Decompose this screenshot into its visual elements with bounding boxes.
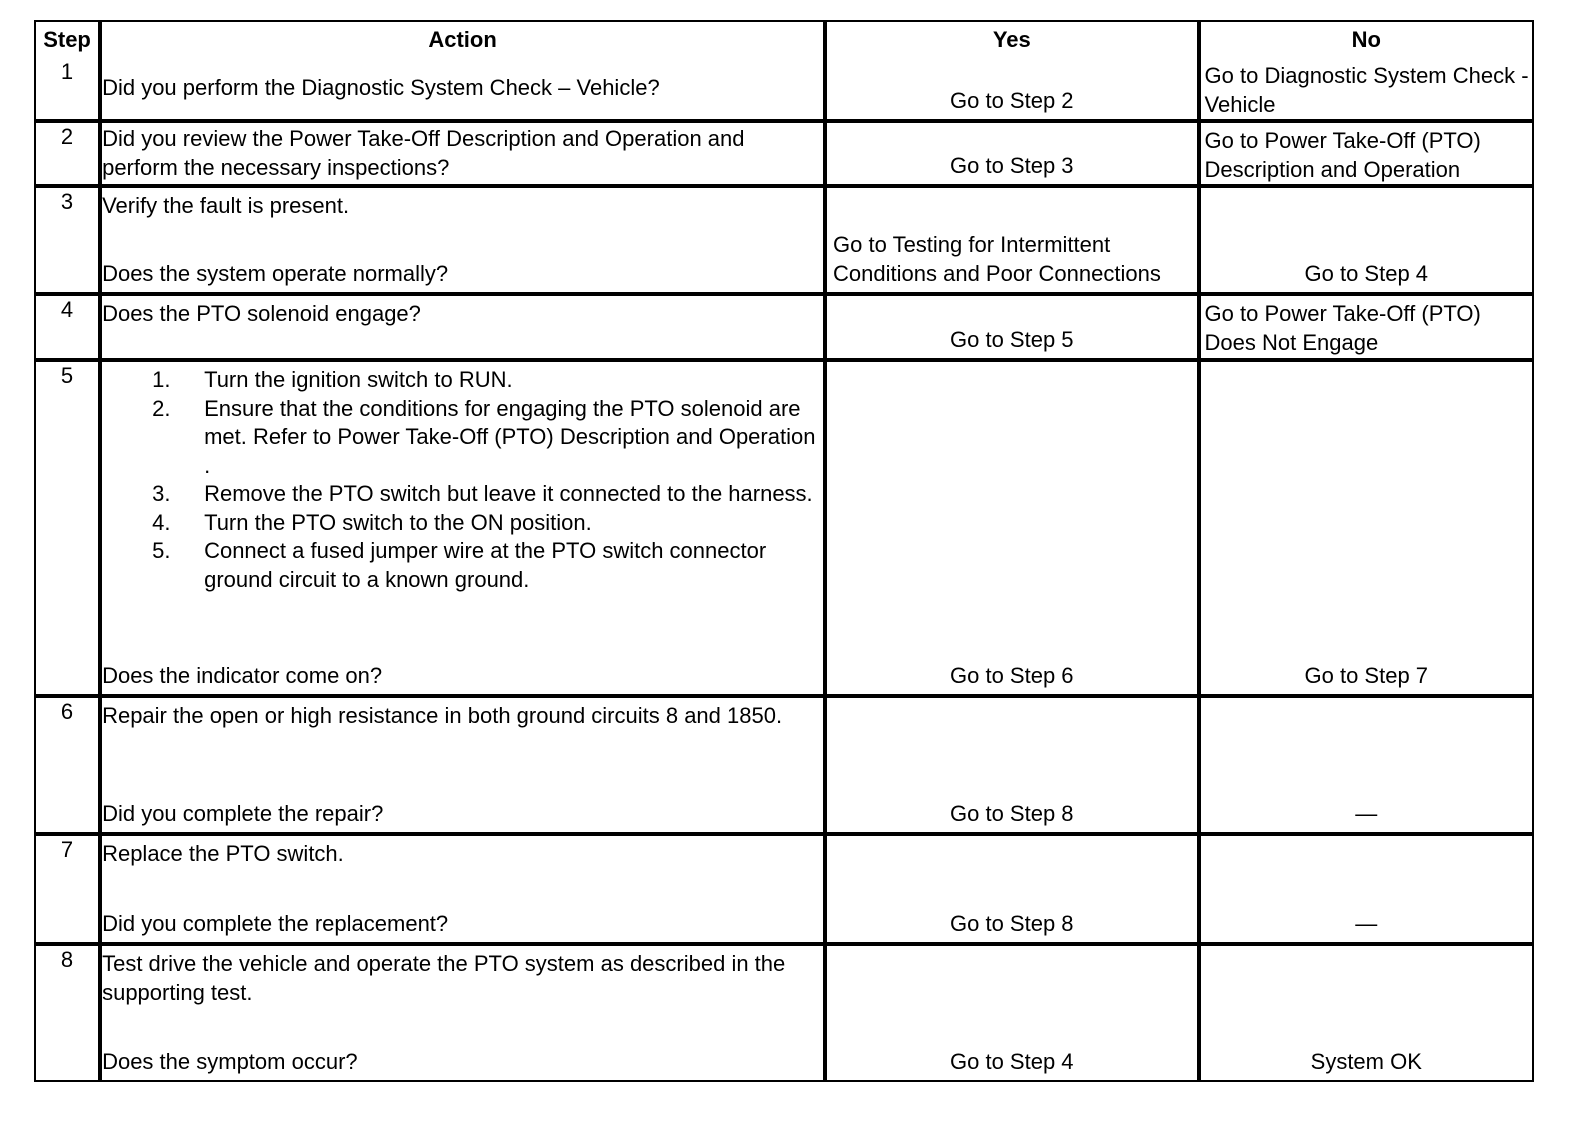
header-action: Action [102,22,827,58]
procedure-list [102,366,823,594]
yes-text: Go to Testing for Intermittent Conditions and Poor Connections [833,232,1161,286]
list-item: Turn the PTO switch to the ON position. [204,509,592,535]
list-item: Turn the ignition switch to RUN. [204,367,513,392]
action-question: Does the indicator come on? [102,662,383,688]
action-text: Did you perform the Diagnostic System Check – Vehicle? [102,75,660,101]
action-cell [102,362,827,698]
no-cell [1201,946,1532,1080]
yes-text: Go to Step 4 [950,1048,1074,1074]
yes-cell [827,946,1200,1080]
action-text: Repair the open or high resistance in both ground circuits 8 and 1850. [102,703,783,728]
action-cell [102,188,827,296]
yes-cell [827,362,1200,698]
yes-text: Go to Step 6 [950,662,1074,688]
table-row [36,123,1532,188]
table-row [36,698,1532,836]
no-text: Go to Step 7 [1304,662,1429,688]
no-text: — [1355,910,1378,936]
step-number: 7 [36,836,102,946]
step-number: 6 [36,698,102,836]
header-no: No [1351,26,1381,52]
table-row [36,362,1532,698]
action-question: Did you complete the repair? [102,800,384,826]
yes-cell [827,123,1200,188]
action-text: Does the PTO solenoid engage? [102,301,421,326]
header-step: Step [36,22,102,58]
list-item: Remove the PTO switch but leave it connected to the harness. [204,481,813,506]
step-number: 5 [36,362,102,698]
no-text: Go to Diagnostic System Check - Vehicle [1204,63,1529,117]
action-text: Did you review the Power Take-Off Description and Operation and perform the necessary inspections? [102,126,745,180]
list-item: Ensure that the conditions for engaging the PTO solenoid are met. Refer to Power Take-Off (PTO) Description and Operation . [204,395,816,478]
action-question: Does the symptom occur? [102,1048,358,1074]
action-cell [102,698,827,836]
yes-cell [827,58,1200,123]
table-row [36,946,1532,1080]
header-row [36,22,1532,58]
table-row [36,296,1532,362]
step-number: 4 [36,296,102,362]
list-item: Connect a fused jumper wire at the PTO switch connector ground circuit to a known ground. [204,538,767,592]
step-number: 2 [36,123,102,188]
step-number: 3 [36,188,102,296]
no-cell [1201,836,1532,946]
yes-text: Go to Step 8 [950,910,1074,936]
yes-text: Go to Step 3 [950,152,1074,178]
table-row [36,58,1532,123]
action-text: Test drive the vehicle and operate the PTO system as described in the supporting test. [102,951,786,1005]
diagnostic-table [34,20,1534,1082]
table-row [36,836,1532,946]
yes-cell [827,296,1200,362]
no-text: — [1355,800,1378,826]
no-text: Go to Power Take-Off (PTO) Does Not Engage [1204,301,1481,355]
no-cell [1201,698,1532,836]
step-number: 8 [36,946,102,1080]
action-cell [102,123,827,188]
yes-text: Go to Step 5 [950,326,1074,352]
no-cell [1201,188,1532,296]
yes-text: Go to Step 2 [950,87,1074,113]
no-cell [1201,58,1532,123]
yes-cell [827,836,1200,946]
no-text: Go to Power Take-Off (PTO) Description and Operation [1204,128,1481,182]
yes-text: Go to Step 8 [950,800,1074,826]
action-text: Verify the fault is present. [102,193,350,218]
action-question: Does the system operate normally? [102,260,449,286]
action-cell [102,58,827,123]
action-text: Replace the PTO switch. [102,841,344,866]
yes-cell [827,188,1200,296]
action-cell [102,296,827,362]
header-yes: Yes [827,22,1200,58]
no-cell [1201,123,1532,188]
no-text: Go to Step 4 [1304,260,1429,286]
action-cell [102,946,827,1080]
yes-cell [827,698,1200,836]
action-question: Did you complete the replacement? [102,910,449,936]
no-cell [1201,362,1532,698]
action-cell [102,836,827,946]
step-number: 1 [36,58,102,123]
no-text: System OK [1310,1048,1422,1074]
no-cell [1201,296,1532,362]
table-row [36,188,1532,296]
